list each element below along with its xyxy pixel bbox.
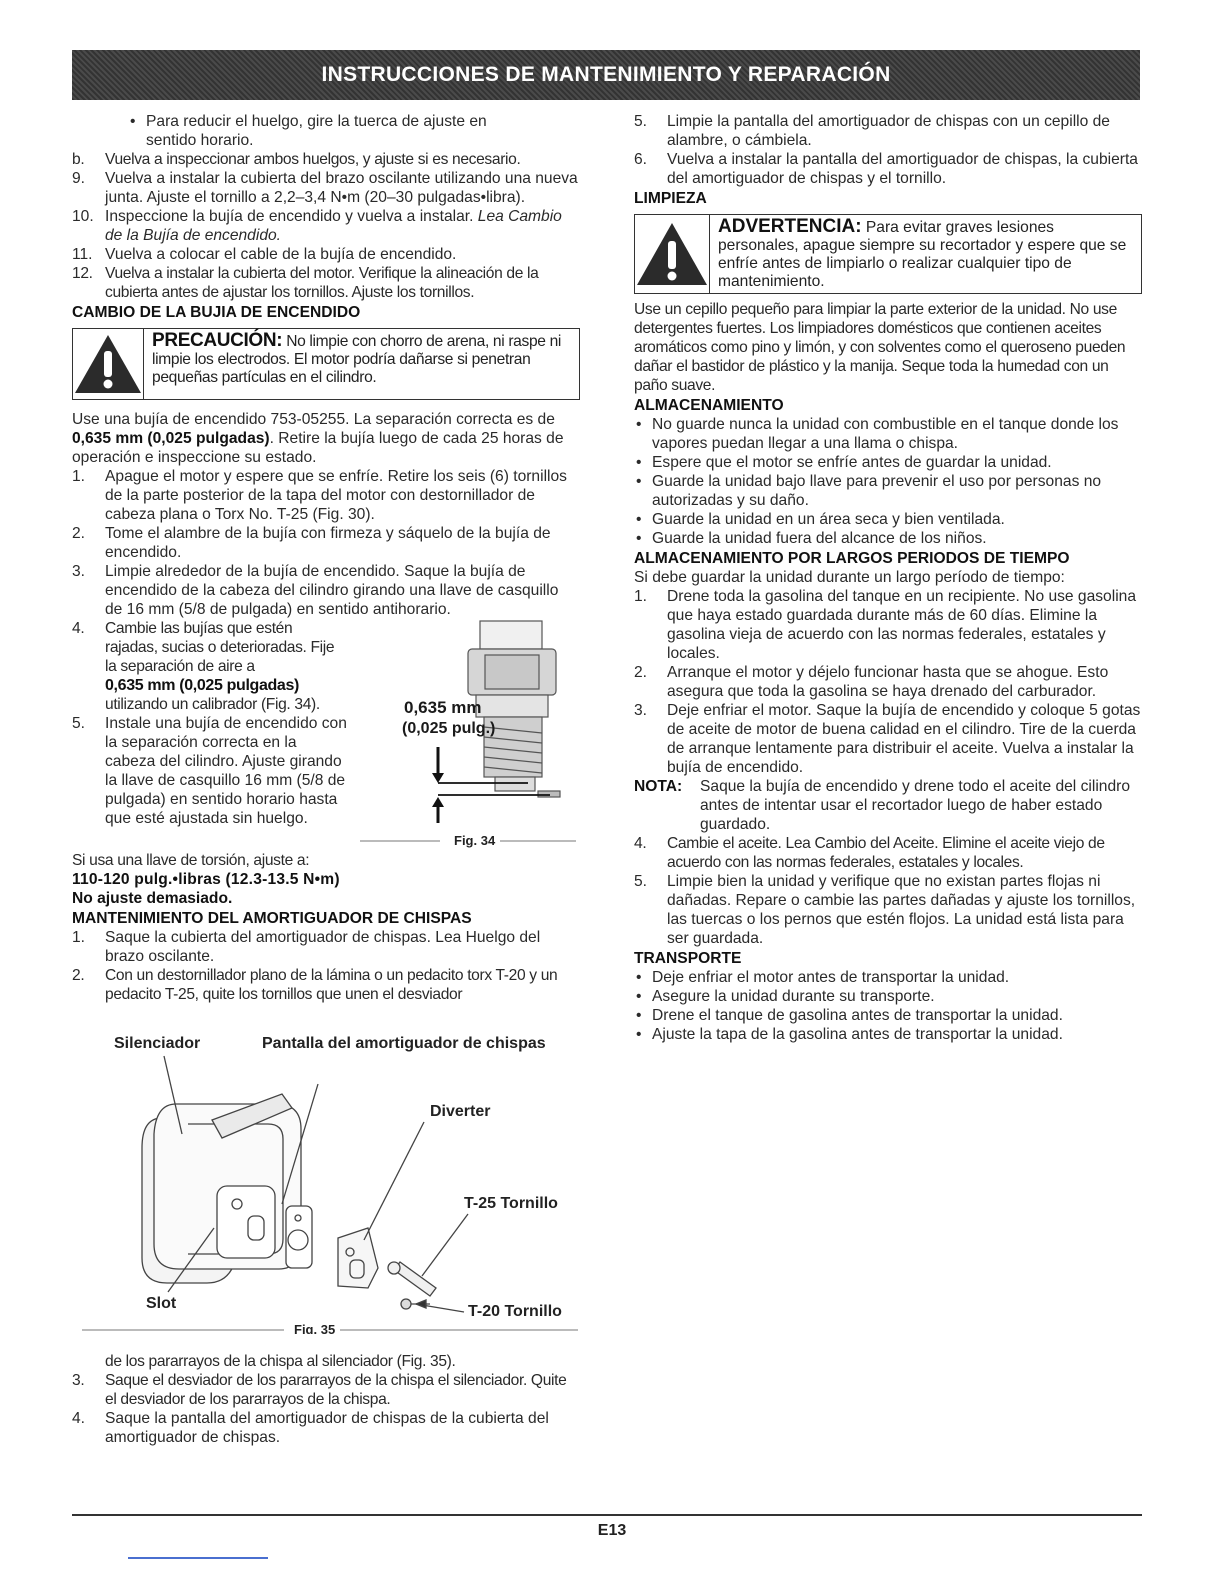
torsion-text: Si usa una llave de torsión, ajuste a:	[72, 852, 310, 869]
left-column	[72, 112, 580, 1447]
amort-step-2: 2. Con un destornillador plano de la lámina o un pedacito torx T-20 y un pedacito T-25, quite los tornillos que unen el desviador	[72, 967, 558, 1003]
largo-step-2: 2. Arranque el motor y déjelo funcionar hasta que se ahogue. Esto asegura que toda la gasolina se haya drenado del carburador.	[634, 664, 1109, 700]
almac-item: • Guarde la unidad fuera del alcance de los niños.	[634, 529, 1142, 548]
banner-title: INSTRUCCIONES DE MANTENIMIENTO Y REPARACIÓN	[321, 63, 891, 86]
step-11: 11. Vuelva a colocar el cable de la bujía de encendido.	[72, 246, 457, 263]
amort-step-2-cont: de los pararrayos de la chispa al silenciador (Fig. 35).	[105, 1353, 456, 1370]
label-t20: T-20 Tornillo	[468, 1303, 562, 1320]
amort-step-6: 6. Vuelva a instalar la pantalla del amortiguador de chispas, la cubierta del amortiguador de chispas y el tornillo.	[634, 151, 1138, 187]
transporte-item: • Asegure la unidad durante su transporte.	[634, 987, 1142, 1006]
transporte-item: • Deje enfriar el motor antes de transportar la unidad.	[634, 968, 1142, 987]
step-b: b. Vuelva a inspeccionar ambos huelgos, y ajuste si es necesario.	[72, 151, 521, 168]
warning-title: ADVERTENCIA:	[718, 216, 862, 237]
torque-spec: 110-120 pulg.•libras (12.3-13.5 N•m)	[72, 871, 340, 888]
amort-step-4: 4. Saque la pantalla del amortiguador de chispas de la cubierta del amortiguador de chispas.	[72, 1410, 549, 1446]
bujia-step-4: 4. Cambie las bujías que estén rajadas, sucias o deterioradas. Fije la separación de aire a 0,635 mm (0,025 pulgadas) utilizando un calibrador (Fig. 34).	[72, 620, 335, 713]
section-banner	[72, 50, 1140, 100]
fig35-drawing	[142, 1056, 468, 1312]
label-silenciador: Silenciador	[114, 1035, 201, 1052]
amort-step-5: 5. Limpie la pantalla del amortiguador de chispas con un cepillo de alambre, o cámbiela.	[634, 113, 1110, 149]
step-12: 12. Vuelva a instalar la cubierta del motor. Verifique la alineación de la cubierta antes de ajustar los tornillos. Ajuste los tornillos.	[72, 265, 539, 301]
bujia-step-5: 5. Instale una bujía de encendido con la separación correcta en la cabeza del cilindro. Ajuste girando la llave de casquillo 16 mm (5/8 de pulgada) en sentido horario hasta que esté ajustada sin huelgo.	[72, 715, 347, 827]
footer-rule	[72, 1514, 1142, 1516]
largo-step-4: 4. Cambie el aceite. Lea Cambio del Aceite. Elimine el aceite viejo de acuerdo con las normas federales, estatales y locales.	[634, 835, 1105, 871]
gap-in-label: (0,025 pulg.)	[402, 720, 496, 737]
heading-largo-plazo: ALMACENAMIENTO POR LARGOS PERIODOS DE TIEMPO	[634, 550, 1070, 567]
largo-step-5: 5. Limpie bien la unidad y verifique que no existan partes flojas ni dañadas. Repare o cambie las partes dañadas y ajuste los tornillos, las tuercas o los pernos que estén flojos. La unidad está lista para ser guardada.	[634, 873, 1136, 947]
step-10: 10. Inspeccione la bujía de encendido y vuelva a instalar. Lea Cambio de la Bujía de encendido.	[72, 208, 562, 244]
warning-triangle-icon	[635, 215, 710, 293]
scan-edge-line	[128, 1557, 268, 1559]
heading-transporte: TRANSPORTE	[634, 950, 742, 967]
bujia-step-3: 3. Limpie alrededor de la bujía de encendido. Saque la bujía de encendido de la cabeza del cilindro girando una llave de casquillo de 16 mm (5/8 de pulgada) en sentido antihorario.	[72, 563, 559, 618]
heading-amortiguador: MANTENIMIENTO DEL AMORTIGUADOR DE CHISPAS	[72, 910, 472, 927]
almac-item: • No guarde nunca la unidad con combustible en el tanque donde los vapores puedan llegar a una llama o chispa.	[634, 415, 1142, 453]
bullet-reducir: • Para reducir el huelgo, gire la tuerca de ajuste en sentido horario.	[128, 112, 540, 150]
label-diverter: Diverter	[430, 1103, 491, 1120]
almac-item: • Espere que el motor se enfríe antes de guardar la unidad.	[634, 453, 1142, 472]
bujia-step-1: 1. Apague el motor y espere que se enfríe. Retire los seis (6) tornillos de la parte posterior de la tapa del motor con destornillador de cabeza plana o Torx No. T-25 (Fig. 30).	[72, 468, 567, 523]
no-ajuste-warning: No ajuste demasiado.	[72, 890, 233, 907]
label-pantalla: Pantalla del amortiguador de chispas	[262, 1035, 546, 1052]
almac-item: • Guarde la unidad en un área seca y bien ventilada.	[634, 510, 1142, 529]
caution-triangle-icon	[73, 329, 144, 399]
bujia-intro: Use una bujía de encendido 753-05255. La separación correcta es de 0,635 mm (0,025 pulgadas). Retire la bujía luego de cada 25 horas de operación e inspeccione su estado.	[72, 411, 564, 466]
amort-step-1: 1. Saque la cubierta del amortiguador de chispas. Lea Huelgo del brazo oscilante.	[72, 929, 541, 965]
right-column	[634, 112, 1142, 1044]
gap-mm-label: 0,635 mm	[404, 698, 482, 717]
transporte-item: • Drene el tanque de gasolina antes de transportar la unidad.	[634, 1006, 1142, 1025]
caution-title: PRECAUCIÓN:	[152, 330, 283, 351]
caution-text: No limpie con chorro de arena, ni raspe ni limpie los electrodos. El motor podría dañarse si penetran pequeñas partículas en el cilindro.	[152, 333, 562, 386]
largo-intro: Si debe guardar la unidad durante un largo período de tiempo:	[634, 569, 1065, 586]
caution-box	[72, 328, 580, 400]
fig34-label: Fig. 34	[454, 833, 496, 848]
heading-limpieza: LIMPIEZA	[634, 190, 707, 207]
bujia-step-2: 2. Tome el alambre de la bujía con firmeza y sáquelo de la bujía de encendido.	[72, 525, 551, 561]
figure-35-block	[72, 1008, 580, 1334]
transporte-item: • Ajuste la tapa de la gasolina antes de transportar la unidad.	[634, 1025, 1142, 1044]
figure-34-block	[72, 619, 580, 851]
page-number: E13	[597, 1522, 627, 1539]
spark-plug-figure	[350, 619, 580, 851]
warning-text: Para evitar graves lesiones personales, apague siempre su recortador y espere que se enfríe antes de limpiarlo o realizar cualquier tipo de mantenimiento.	[718, 219, 1127, 290]
fig35-label: Fig. 35	[294, 1322, 336, 1334]
nota: NOTA: Saque la bujía de encendido y drene todo el aceite del cilindro antes de intentar usar el recortador luego de haber estado guardado.	[634, 778, 1131, 833]
almac-item: • Guarde la unidad bajo llave para prevenir el uso por personas no autorizadas y su daño.	[634, 472, 1142, 510]
warning-box	[634, 214, 1142, 294]
spark-arrestor-figure	[72, 1008, 580, 1334]
label-t25: T-25 Tornillo	[464, 1195, 558, 1212]
largo-step-1: 1. Drene toda la gasolina del tanque en un recipiente. No use gasolina que haya estado guardada durante más de 60 días. Elimine la gasolina vieja de acuerdo con las normas federales, estatales y locales.	[634, 588, 1137, 662]
amort-step-3: 3. Saque el desviador de los pararrayos de la chispa el silenciador. Quite el desviador de los pararrayos de la chispa.	[72, 1372, 567, 1408]
label-slot: Slot	[146, 1295, 177, 1312]
largo-step-3: 3. Deje enfriar el motor. Saque la bujía de encendido y coloque 5 gotas de aceite de motor de buena calidad en el cilindro. Tire de la cuerda de arranque lentamente para distribuir el aceite. Vuelva a instalar la bujía de encendido.	[634, 702, 1141, 776]
heading-cambio-bujia: CAMBIO DE LA BUJIA DE ENCENDIDO	[72, 304, 361, 321]
limpieza-text: Use un cepillo pequeño para limpiar la parte exterior de la unidad. No use detergentes fuertes. Los limpiadores domésticos que contienen aceites aromáticos como pino y limón, y con solventes como el queroseno pueden dañar el bastidor de plástico y la manija. Seque toda la humedad con un paño suave.	[634, 301, 1126, 394]
heading-almacenamiento: ALMACENAMIENTO	[634, 397, 784, 414]
step-9: 9. Vuelva a instalar la cubierta del brazo oscilante utilizando una nueva junta. Ajuste el tornillo a 2,2–3,4 N•m (20–30 pulgadas•libra).	[72, 170, 578, 206]
